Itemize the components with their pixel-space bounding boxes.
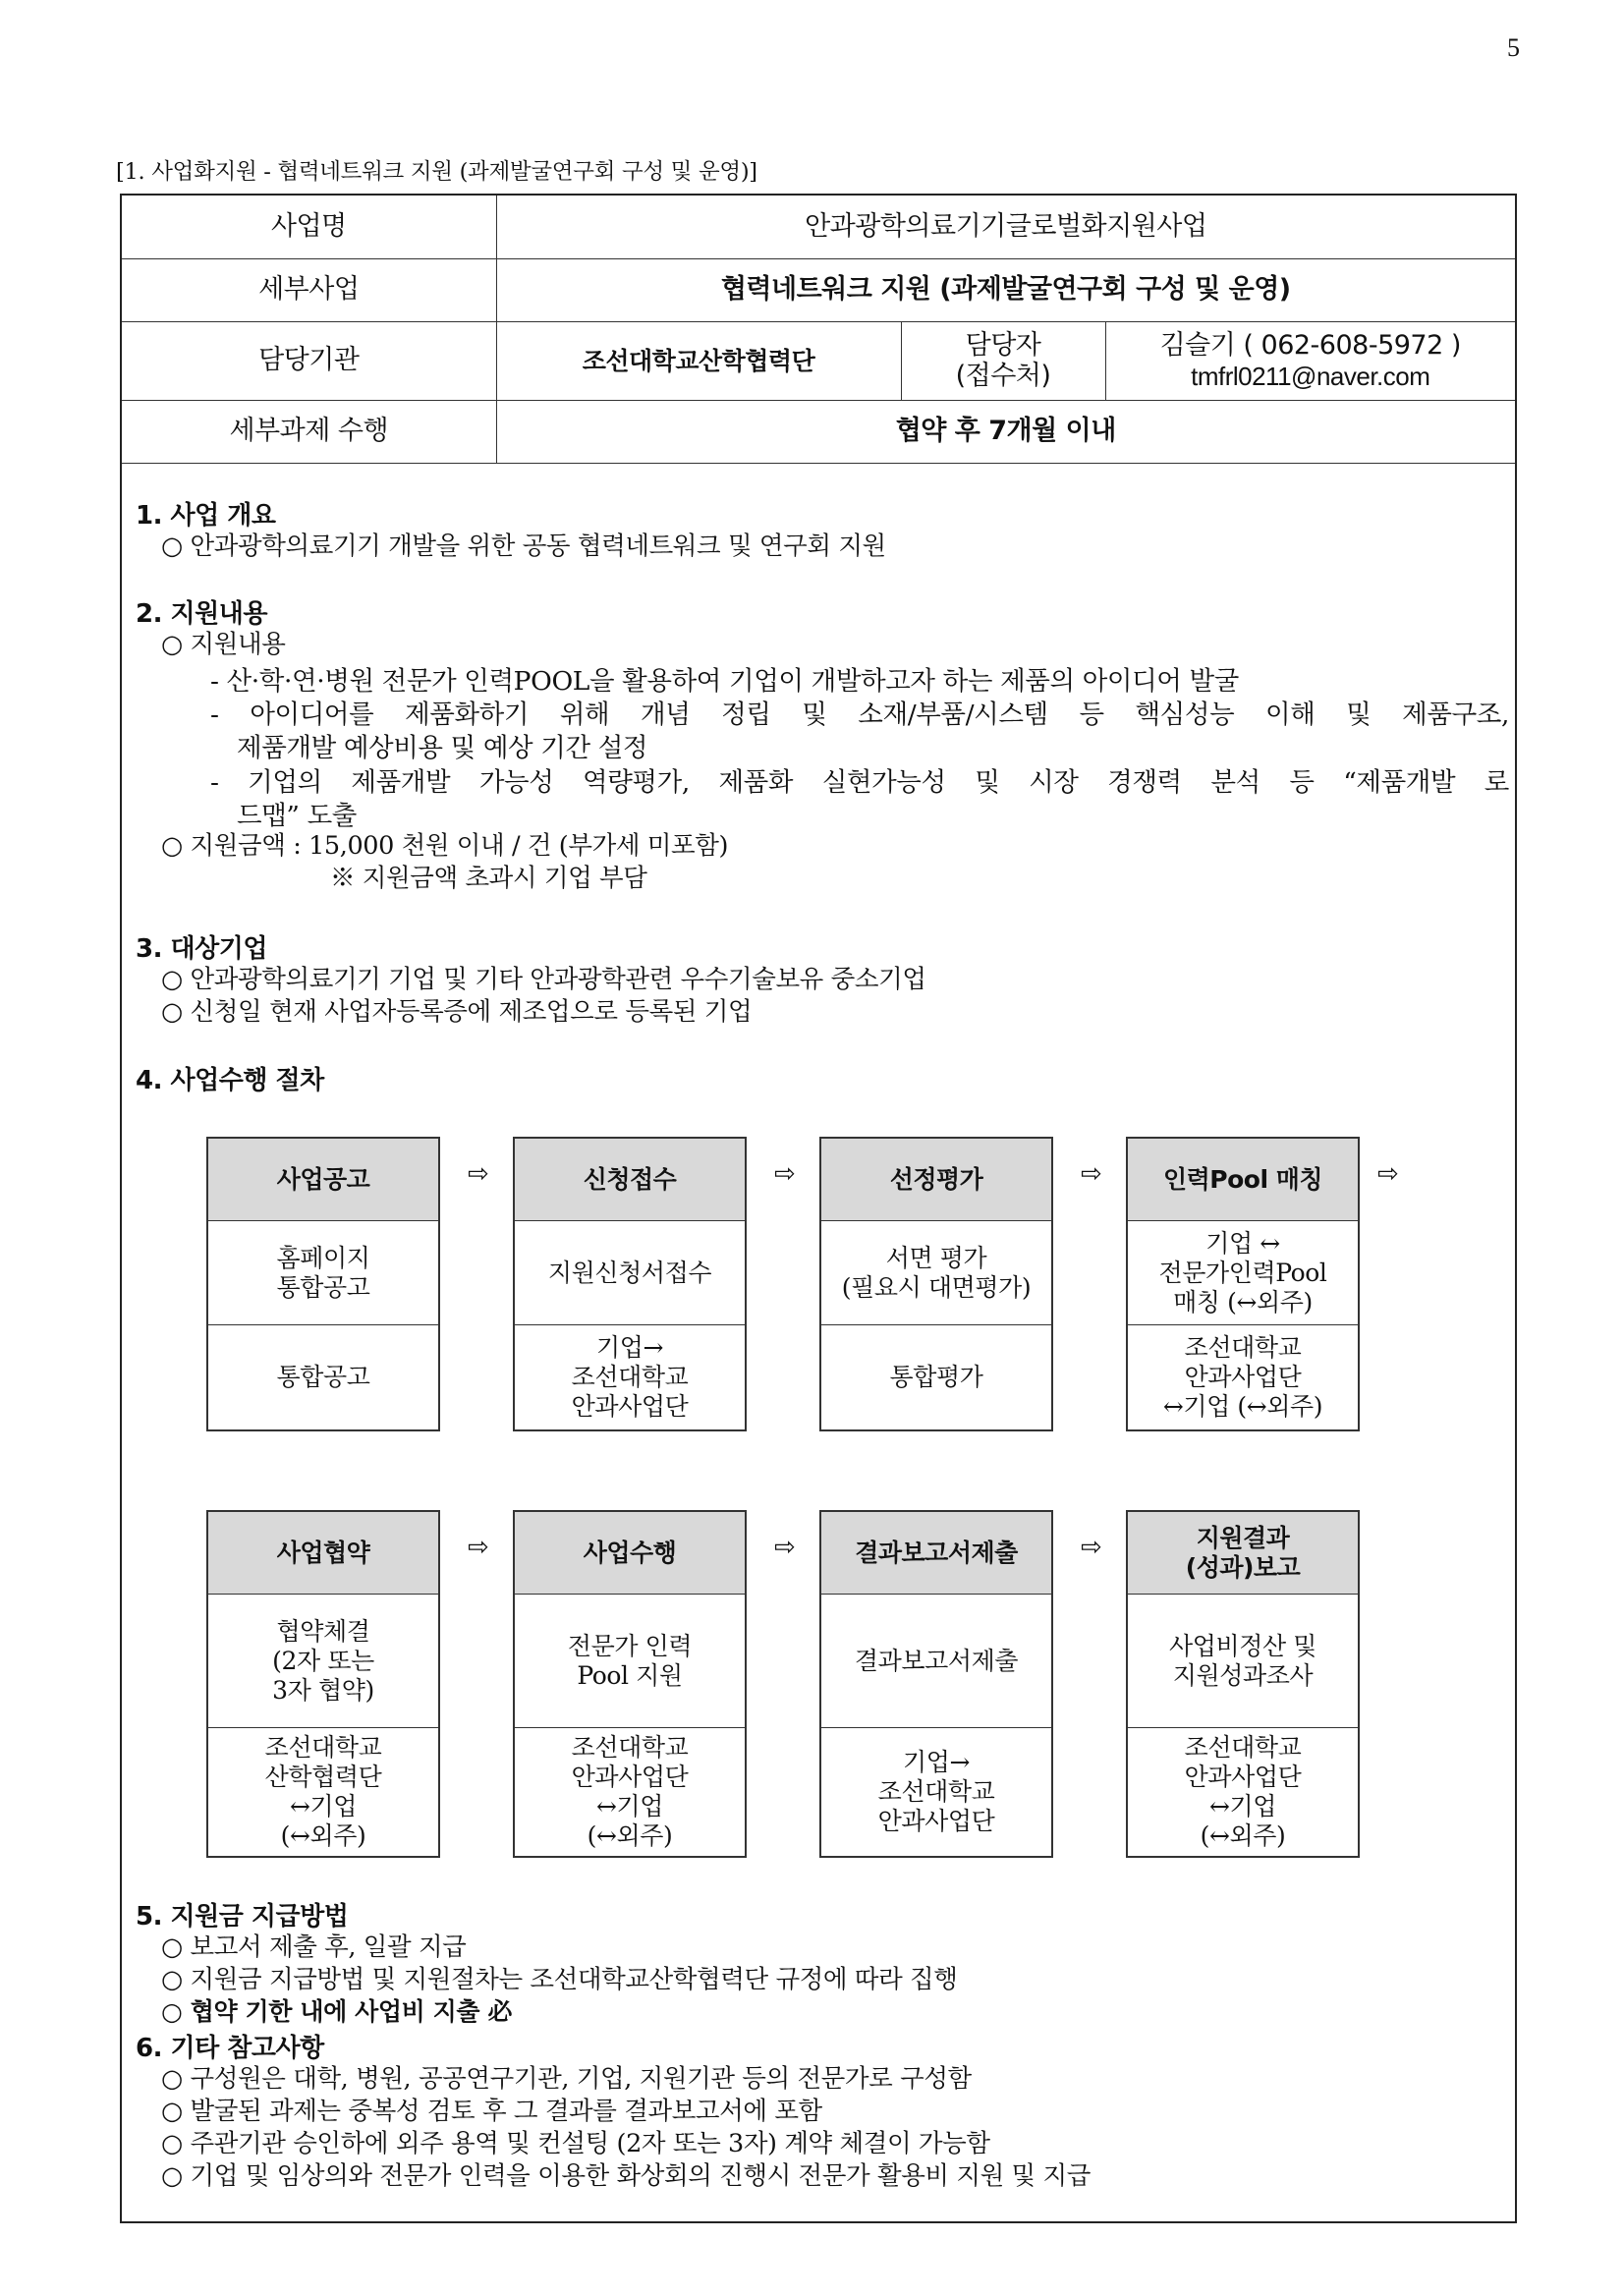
- section-1-title: 1. 사업 개요: [136, 501, 276, 531]
- flow-arrow-icon: ⇨: [774, 1159, 796, 1189]
- agency-label: 담당기관: [122, 321, 496, 400]
- task-label: 세부과제 수행: [122, 400, 496, 463]
- section-2-bullet-3-cont: 드맵” 도출: [237, 801, 357, 831]
- support-amount-note: ※ 지원금액 초과시 기업 부담: [330, 864, 647, 893]
- flow-step-execution: [513, 1510, 747, 1858]
- section-6-item: ○ 발굴된 과제는 중복성 검토 후 그 결과를 결과보고서에 포함: [161, 2097, 822, 2126]
- flow-step-head: 사업협약: [208, 1512, 438, 1595]
- section-2-subtitle: ○ 지원내용: [161, 630, 286, 659]
- flow-arrow-icon: ⇨: [774, 1533, 796, 1562]
- section-6-item: ○ 구성원은 대학, 병원, 공공연구기관, 기업, 지원기관 등의 전문가로 구성함: [161, 2064, 972, 2094]
- section-3-item: ○ 안과광학의료기기 기업 및 기타 안과광학관련 우수기술보유 중소기업: [161, 965, 926, 994]
- business-name: 안과광학의료기기글로벌화지원사업: [496, 196, 1515, 258]
- sub-business: 협력네트워크 지원 (과제발굴연구회 구성 및 운영): [496, 258, 1515, 321]
- procedure-flowchart: [136, 196, 1511, 1866]
- support-amount: ○ 지원금액 : 15,000 천원 이내 / 건 (부가세 미포함): [161, 831, 729, 861]
- page-number: 5: [1507, 33, 1520, 62]
- flow-step-mid: 전문가 인력 Pool 지원: [515, 1595, 745, 1728]
- contact-label-line2: (접수처): [955, 361, 1051, 391]
- flow-step-mid: 홈페이지 통합공고: [208, 1221, 438, 1325]
- flow-step-application: [513, 1137, 747, 1431]
- flow-step-low: 조선대학교 안과사업단 ↔기업 (↔외주): [1184, 1733, 1302, 1850]
- flow-step-low: 기업→ 조선대학교 안과사업단: [877, 1748, 995, 1835]
- section-5-item: ○ 보고서 제출 후, 일괄 지급: [161, 1932, 467, 1962]
- sub-business-label: 세부사업: [122, 258, 496, 321]
- flow-step-head: 사업수행: [515, 1512, 745, 1595]
- business-name-label: 사업명: [122, 196, 496, 258]
- flow-step-agreement: [206, 1510, 440, 1858]
- agency: 조선대학교산학협력단: [496, 321, 901, 400]
- flow-step-low: 조선대학교 산학협력단 ↔기업 (↔외주): [264, 1733, 382, 1850]
- section-2-title: 2. 지원내용: [136, 599, 267, 629]
- contact-name: 김슬기 ( 062-608-5972 ): [1159, 330, 1461, 362]
- document-caption: [1. 사업화지원 - 협력네트워크 지원 (과제발굴연구회 구성 및 운영)]: [116, 159, 757, 185]
- flow-step-announcement: [206, 1137, 440, 1431]
- flow-step-low: 조선대학교 안과사업단 ↔기업 (↔외주): [571, 1733, 689, 1850]
- flow-step-low: 기업→ 조선대학교 안과사업단: [571, 1333, 689, 1421]
- flow-step-low: 조선대학교 안과사업단 ↔기업 (↔외주): [1162, 1333, 1323, 1421]
- section-6-item: ○ 주관기관 승인하에 외주 용역 및 컨설팅 (2자 또는 3자) 계약 체결이 가능함: [161, 2129, 990, 2158]
- flow-step-result: [1126, 1510, 1360, 1858]
- section-4-title: 4. 사업수행 절차: [136, 1066, 324, 1095]
- flow-step-mid: 기업 ↔ 전문가인력Pool 매칭 (↔외주): [1128, 1221, 1358, 1325]
- flow-step-mid: 사업비정산 및 지원성과조사: [1128, 1595, 1358, 1728]
- contact-email: tmfrl0211@naver.com: [1191, 361, 1430, 391]
- section-3-item: ○ 신청일 현재 사업자등록증에 제조업으로 등록된 기업: [161, 997, 753, 1027]
- flow-step-head: 선정평가: [821, 1139, 1051, 1221]
- flow-step-mid: 지원신청서접수: [515, 1221, 745, 1325]
- section-1-item: ○ 안과광학의료기기 개발을 위한 공동 협력네트워크 및 연구회 지원: [161, 532, 886, 561]
- task-value: 협약 후 7개월 이내: [496, 400, 1515, 463]
- flow-step-mid: 서면 평가 (필요시 대면평가): [821, 1221, 1051, 1325]
- flow-arrow-icon: ⇨: [468, 1159, 489, 1189]
- section-6-title: 6. 기타 참고사항: [136, 2034, 324, 2063]
- section-2-bullet-3: - 기업의 제품개발 가능성 역량평가, 제품화 실현가능성 및 시장 경쟁력 분석 등 “제품개발 로: [210, 767, 1509, 798]
- section-2-bullet-1: - 산·학·연·병원 전문가 인력POOL을 활용하여 기업이 개발하고자 하는 제품의 아이디어 발굴: [210, 666, 1239, 697]
- section-2-bullet-2-cont: 제품개발 예상비용 및 예상 기간 설정: [237, 733, 648, 763]
- flow-step-head: 사업공고: [208, 1139, 438, 1221]
- section-3-title: 3. 대상기업: [136, 934, 267, 964]
- flow-arrow-icon: ⇨: [1377, 1159, 1399, 1189]
- flow-step-low: 통합평가: [889, 1363, 983, 1391]
- flow-step-mid: 협약체결 (2자 또는 3자 협약): [208, 1595, 438, 1728]
- section-5-item: ○ 지원금 지급방법 및 지원절차는 조선대학교산학협력단 규정에 따라 집행: [161, 1965, 958, 1994]
- flow-step-evaluation: [819, 1137, 1053, 1431]
- flow-step-head: 인력Pool 매칭: [1128, 1139, 1358, 1221]
- section-5-bold-item: ○ 협약 기한 내에 사업비 지출 必: [161, 1997, 513, 2026]
- section-5-title: 5. 지원금 지급방법: [136, 1902, 349, 1932]
- section-2-bullet-2: - 아이디어를 제품화하기 위해 개념 정립 및 소재/부품/시스템 등 핵심성능 이해 및 제품구조,: [210, 700, 1509, 730]
- flow-arrow-icon: ⇨: [468, 1533, 489, 1562]
- document-frame: [120, 194, 1517, 2223]
- flow-step-matching: [1126, 1137, 1360, 1431]
- flow-arrow-icon: ⇨: [1081, 1159, 1102, 1189]
- flow-arrow-icon: ⇨: [1081, 1533, 1102, 1562]
- flow-step-head: 신청접수: [515, 1139, 745, 1221]
- section-6-item: ○ 기업 및 임상의와 전문가 인력을 이용한 화상회의 진행시 전문가 활용비 지원 및 지급: [161, 2161, 1091, 2191]
- contact-label-line1: 담당자: [965, 329, 1041, 361]
- flow-step-low: 통합공고: [276, 1363, 370, 1391]
- flow-step-mid: 결과보고서제출: [821, 1595, 1051, 1728]
- flow-step-head: 지원결과 (성과)보고: [1128, 1512, 1358, 1595]
- flow-step-head: 결과보고서제출: [821, 1512, 1051, 1595]
- flow-step-report: [819, 1510, 1053, 1858]
